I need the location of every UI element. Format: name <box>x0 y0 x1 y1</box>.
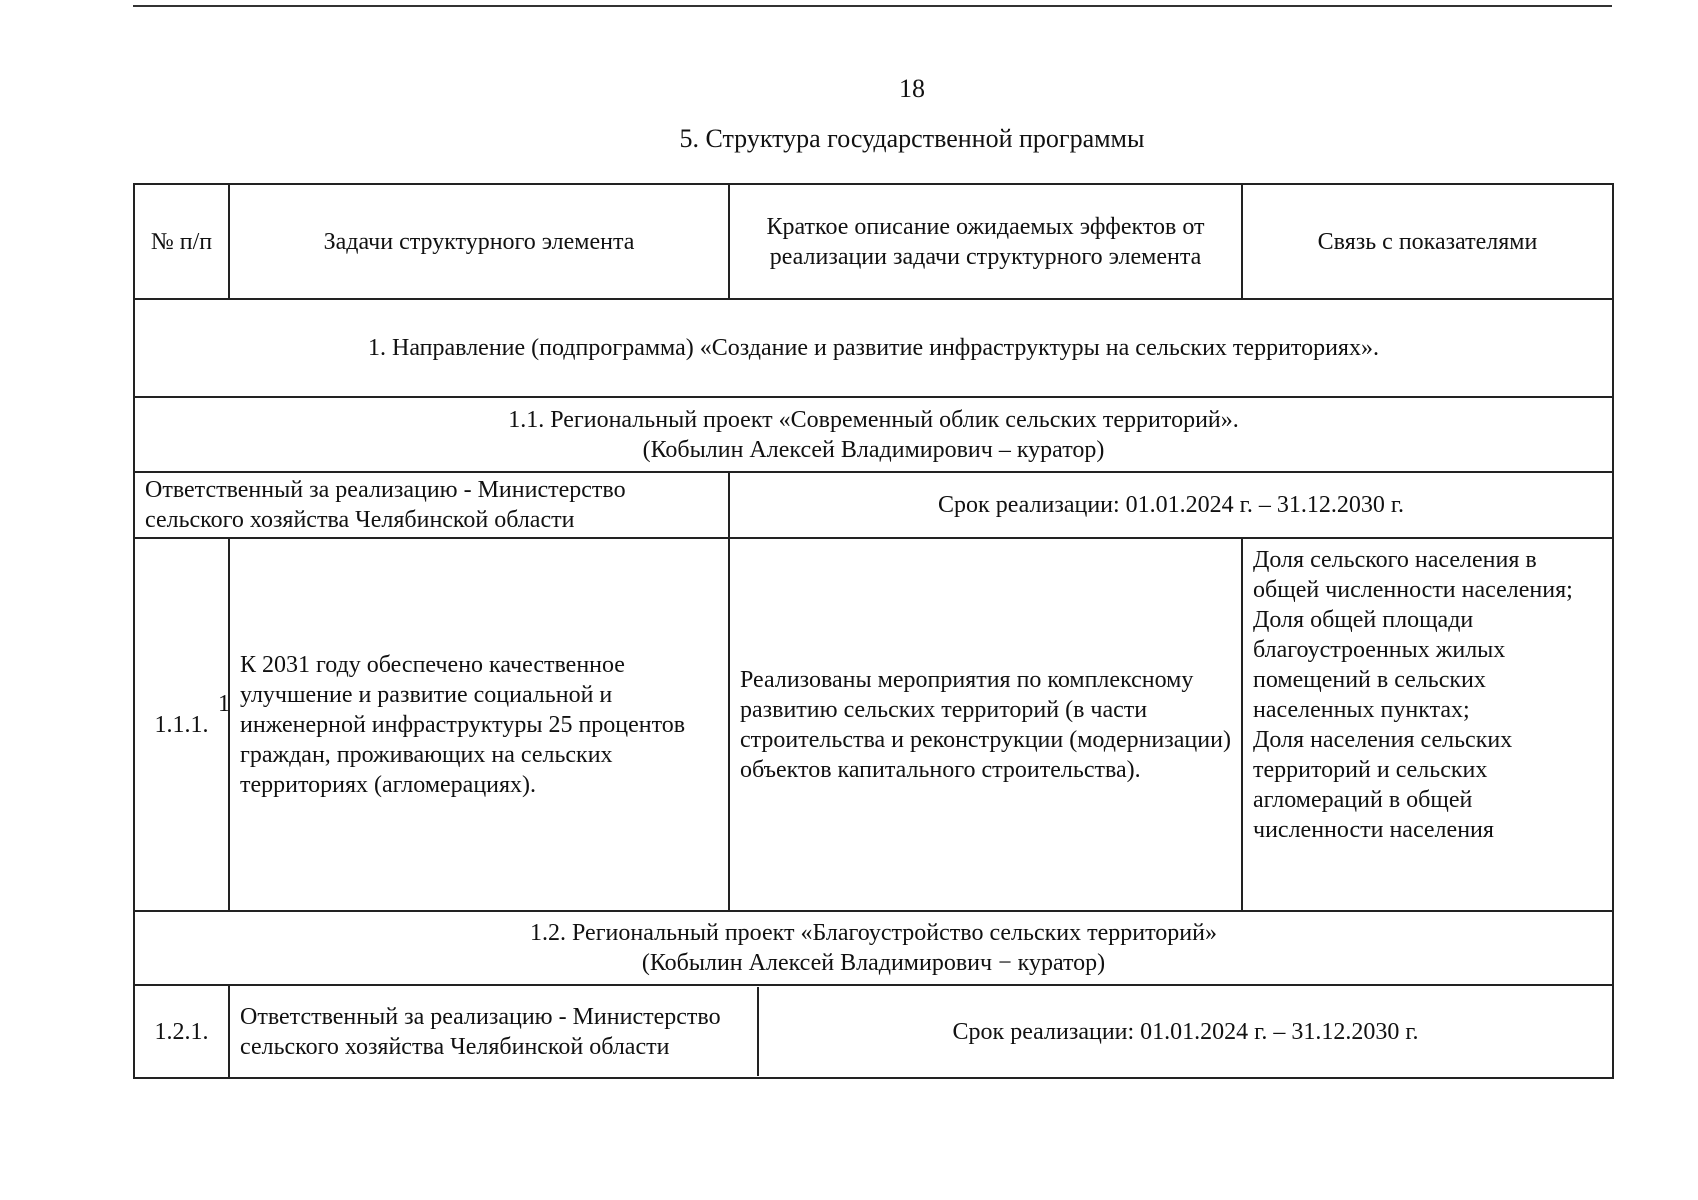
task-1-1-1-indicators <box>1242 538 1613 911</box>
task-1-1-1-number-cell <box>134 538 229 911</box>
task-1-1-1-row <box>134 538 1613 911</box>
program-structure-table <box>133 183 1614 1079</box>
top-rule <box>133 5 1612 7</box>
indicator-item: Доля населения сельских территорий и сельских агломераций в общей численности населения <box>1253 727 1513 843</box>
project-1-1-curator: (Кобылин Алексей Владимирович – куратор) <box>642 436 1105 463</box>
direction-row <box>134 299 1613 397</box>
project-1-1-title: 1.1. Региональный проект «Современный облик сельских территорий». <box>508 406 1239 433</box>
project-1-1-responsible-row <box>134 472 1613 538</box>
section-title: 5. Структура государственной программы <box>679 124 1145 153</box>
project-1-2-title: 1.2. Региональный проект «Благоустройство сельских территорий» <box>530 920 1217 946</box>
header-effect: Краткое описание ожидаемых эффектов от реализации задачи структурного элемента <box>729 184 1242 299</box>
project-1-2-curator: (Кобылин Алексей Владимирович − куратор) <box>641 950 1106 976</box>
project-1-2-row <box>134 911 1613 985</box>
project-1-1-responsible: Ответственный за реализацию - Министерство сельского хозяйства Челябинской области <box>134 472 729 538</box>
header-indicators: Связь с показателями <box>1242 184 1613 299</box>
project-1-2-number: 1.2.1. <box>134 985 229 1078</box>
page-number: 18 <box>899 74 925 103</box>
direction-1: 1. Направление (подпрограмма) «Создание и развитие инфраструктуры на сельских территориях». <box>134 299 1613 397</box>
project-1-2-responsible-row <box>134 985 1613 1078</box>
header-number: № п/п <box>134 184 229 299</box>
project-1-2-responsible: Ответственный за реализацию - Министерство сельского хозяйства Челябинской области <box>240 1003 721 1060</box>
task-1-1-1-number: 1.1.1. <box>154 711 209 738</box>
table-header-row <box>134 184 1613 299</box>
indicator-item: Доля сельского населения в общей численности населения; <box>1253 547 1573 603</box>
project-1-1-heading <box>134 397 1613 472</box>
project-1-2-term: Срок реализации: 01.01.2024 г. – 31.12.2030 г. <box>757 987 1612 1076</box>
task-1-1-1-effect: Реализованы мероприятия по комплексному развитию сельских территорий (в части строительства и реконструкции (модернизации) объектов капитального строительства). <box>729 538 1242 911</box>
project-1-2-heading <box>134 911 1613 985</box>
project-1-2-details <box>229 985 1613 1078</box>
task-1-1-1-task: К 2031 году обеспечено качественное улучшение и развитие социальной и инженерной инфраструктуры 25 процентов граждан, проживающих на сельских территориях (агломерациях). <box>229 538 729 911</box>
project-1-1-row <box>134 397 1613 472</box>
indicator-item: Доля общей площади благоустроенных жилых помещений в сельских населенных пунктах; <box>1253 607 1506 723</box>
stray-mark: 1 <box>218 691 230 717</box>
project-1-1-term: Срок реализации: 01.01.2024 г. – 31.12.2030 г. <box>729 472 1613 538</box>
header-task: Задачи структурного элемента <box>229 184 729 299</box>
